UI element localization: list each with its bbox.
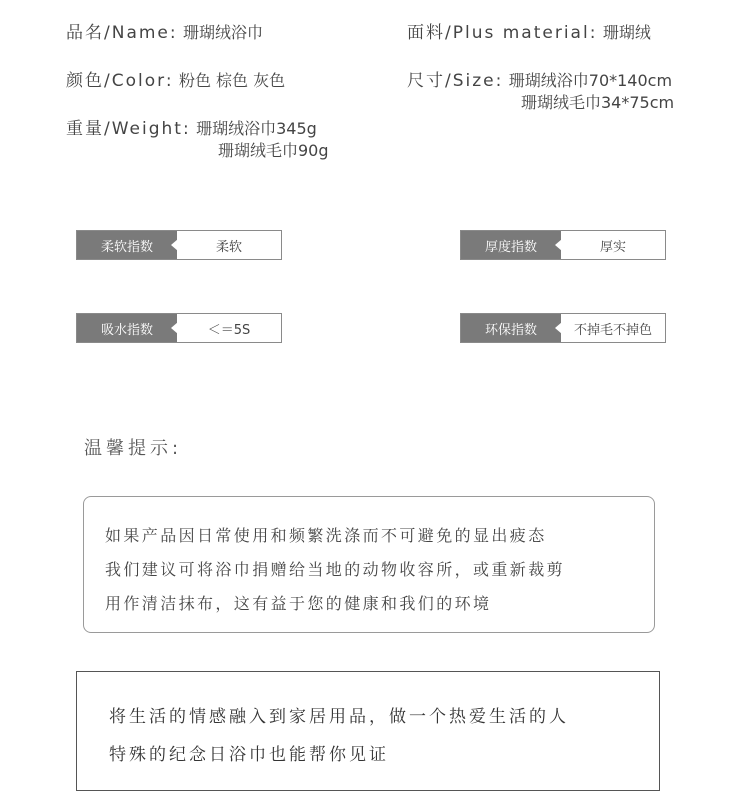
tips-box — [83, 496, 655, 633]
spec-name-value: 珊瑚绒浴巾 — [183, 23, 264, 42]
spec-size — [407, 70, 707, 114]
index-absorption — [76, 313, 282, 343]
spec-weight-value-1: 珊瑚绒浴巾345g — [196, 119, 317, 138]
index-absorption-value: ＜＝5S — [207, 322, 251, 338]
index-eco-value: 不掉毛不掉色 — [573, 322, 652, 338]
spec-material-label: 面料/Plus material: — [407, 23, 598, 43]
spec-color-value: 粉色 棕色 灰色 — [178, 71, 286, 90]
spec-size-value-1: 珊瑚绒浴巾70*140cm — [508, 71, 673, 90]
spec-color-label: 颜色/Color: — [66, 71, 174, 91]
index-thickness-value: 厚实 — [599, 239, 626, 255]
index-absorption-label: 吸水指数 — [77, 314, 177, 342]
slogan-box — [76, 671, 660, 791]
spec-weight — [66, 118, 386, 162]
index-thickness-label: 厚度指数 — [461, 231, 561, 259]
index-eco-label: 环保指数 — [461, 314, 561, 342]
spec-name-label: 品名/Name: — [66, 23, 178, 43]
spec-weight-value-2: 珊瑚绒毛巾90g — [218, 141, 329, 160]
index-eco — [460, 313, 666, 343]
tips-line-3: 用作清洁抹布，这有益于您的健康和我们的环境 — [105, 594, 492, 613]
spec-material — [407, 22, 651, 44]
spec-name — [66, 22, 263, 44]
tips-title: 温馨提示: — [84, 438, 183, 459]
slogan-line-2: 特殊的纪念日浴巾也能帮你见证 — [109, 745, 389, 765]
index-softness-value: 柔软 — [215, 239, 242, 255]
spec-size-value-2: 珊瑚绒毛巾34*75cm — [521, 93, 675, 112]
spec-material-value: 珊瑚绒 — [602, 23, 651, 42]
index-thickness — [460, 230, 666, 260]
spec-size-label: 尺寸/Size: — [407, 71, 504, 91]
tips-line-1: 如果产品因日常使用和频繁洗涤而不可避免的显出疲态 — [105, 526, 547, 545]
tips-line-2: 我们建议可将浴巾捐赠给当地的动物收容所，或重新裁剪 — [105, 560, 566, 579]
index-softness — [76, 230, 282, 260]
spec-weight-label: 重量/Weight: — [66, 119, 191, 139]
index-softness-label: 柔软指数 — [77, 231, 177, 259]
slogan-line-1: 将生活的情感融入到家居用品，做一个热爱生活的人 — [109, 707, 569, 727]
spec-color — [66, 70, 285, 92]
